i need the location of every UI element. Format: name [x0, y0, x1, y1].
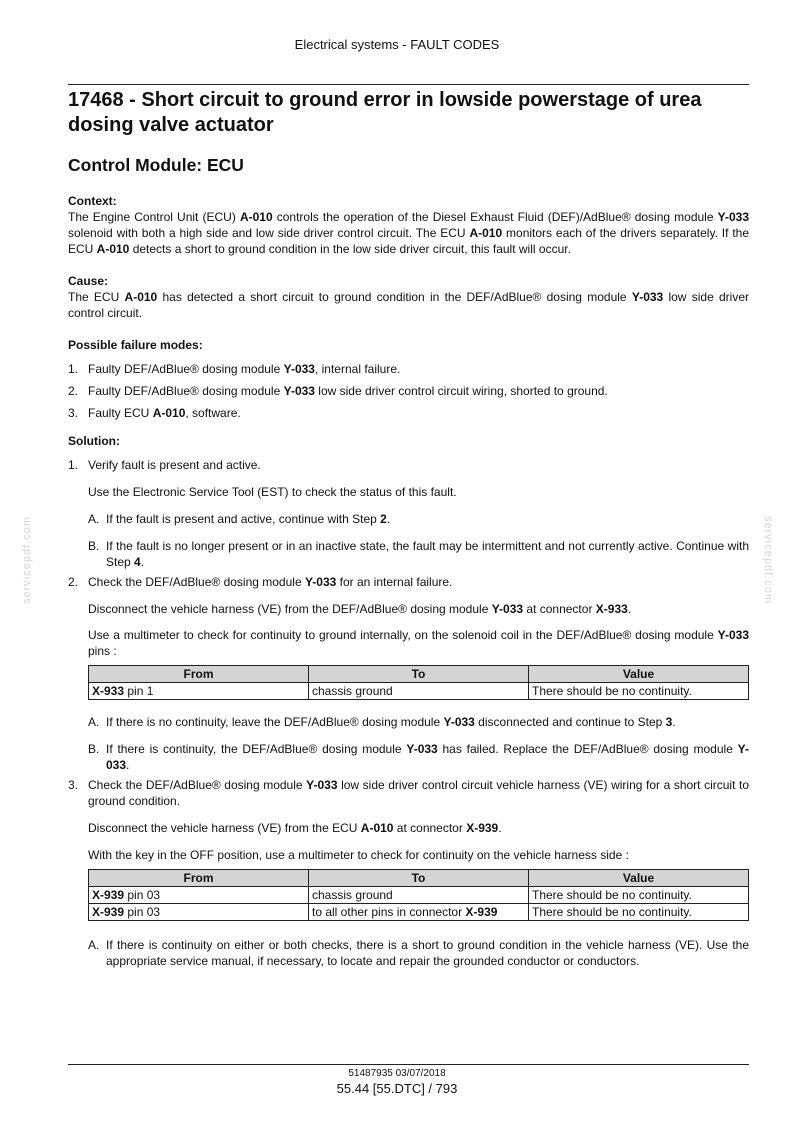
context-text: The Engine Control Unit (ECU) A-010 controls the operation of the Diesel Exhaust Fluid (DEF)/AdBlue® dosing module Y-033 solenoid with both a high side and low side driver control circuit. The ECU A-010 monitors each of the drivers separately. If the ECU A-010 detects a short to ground condition in the low side driver circuit, this fault will occur. [68, 210, 749, 256]
solution-label: Solution: [68, 434, 120, 448]
table-row: X-939 pin 03 chassis ground There should be no continuity. [89, 887, 749, 904]
step-2-option-b: B. If there is continuity, the DEF/AdBlue® dosing module Y-033 has failed. Replace the DEF/AdBlue® dosing module Y-033. [88, 742, 749, 772]
header-rule [68, 84, 749, 85]
table-header-from: From [89, 870, 309, 887]
step-2-option-a: A. If there is no continuity, leave the DEF/AdBlue® dosing module Y-033 disconnected and continue to Step 3. [88, 715, 676, 729]
table-header-to: To [309, 870, 529, 887]
failure-modes-list [68, 361, 749, 421]
table-header-value: Value [529, 666, 749, 683]
step-2-detail-1: Disconnect the vehicle harness (VE) from the DEF/AdBlue® dosing module Y-033 at connector X-933. [88, 602, 632, 616]
table-header-from: From [89, 666, 309, 683]
solution-step-3: 3. Check the DEF/AdBlue® dosing module Y-033 low side driver control circuit vehicle harness (VE) wiring for a short circuit to ground condition. [68, 778, 749, 808]
step-2-table [88, 665, 749, 700]
table-row: X-939 pin 03 to all other pins in connector X-939 There should be no continuity. [89, 904, 749, 921]
solution-step-2: 2. Check the DEF/AdBlue® dosing module Y-033 for an internal failure. [68, 575, 453, 589]
failure-modes-label: Possible failure modes: [68, 338, 203, 352]
watermark-right: servicepdf.com [762, 516, 774, 604]
step-1-option-a: A. If the fault is present and active, continue with Step 2. [88, 512, 391, 526]
table-header-to: To [309, 666, 529, 683]
solution-step-1: 1. Verify fault is present and active. [68, 458, 261, 472]
failure-mode-item: 2. Faulty DEF/AdBlue® dosing module Y-033 low side driver control circuit wiring, shorted to ground. [68, 384, 608, 398]
footer-rule [68, 1064, 749, 1065]
step-1-detail: Use the Electronic Service Tool (EST) to check the status of this fault. [88, 485, 457, 499]
table-row: X-933 pin 1 chassis ground There should be no continuity. [89, 683, 749, 700]
step-3-option-a: A. If there is continuity on either or both checks, there is a short to ground condition in the vehicle harness (VE). Use the appropriate service manual, if necessary, to locate and repair the grounded conductor or conductors. [88, 938, 749, 968]
watermark-left: servicepdf.com [21, 516, 33, 604]
failure-mode-item: 3. Faulty ECU A-010, software. [68, 406, 241, 420]
page-header: Electrical systems - FAULT CODES [294, 37, 500, 52]
control-module-heading: Control Module: ECU [68, 155, 244, 175]
step-3-detail-2: With the key in the OFF position, use a multimeter to check for continuity on the vehicle harness side : [88, 848, 629, 862]
context-label: Context: [68, 194, 117, 208]
page-title: 17468 - Short circuit to ground error in lowside powerstage of urea dosing valve actuator [68, 89, 702, 136]
footer-page-number: 55.44 [55.DTC] / 793 [336, 1081, 458, 1096]
table-header-value: Value [529, 870, 749, 887]
step-1-option-b: B. If the fault is no longer present or in an inactive state, the fault may be intermittent and not currently active. Continue with Step 4. [88, 539, 749, 569]
step-3-detail-1: Disconnect the vehicle harness (VE) from the ECU A-010 at connector X-939. [88, 821, 502, 835]
failure-mode-item: 1. Faulty DEF/AdBlue® dosing module Y-033, internal failure. [68, 362, 401, 376]
step-2-detail-2: Use a multimeter to check for continuity to ground internally, on the solenoid coil in the DEF/AdBlue® dosing module Y-033 pins : [88, 628, 749, 658]
document-body [68, 88, 749, 969]
cause-label: Cause: [68, 274, 109, 288]
cause-text: The ECU A-010 has detected a short circuit to ground condition in the DEF/AdBlue® dosing module Y-033 low side driver control circuit. [68, 290, 750, 320]
footer-doc-id: 51487935 03/07/2018 [348, 1068, 446, 1079]
step-3-table [88, 869, 749, 921]
